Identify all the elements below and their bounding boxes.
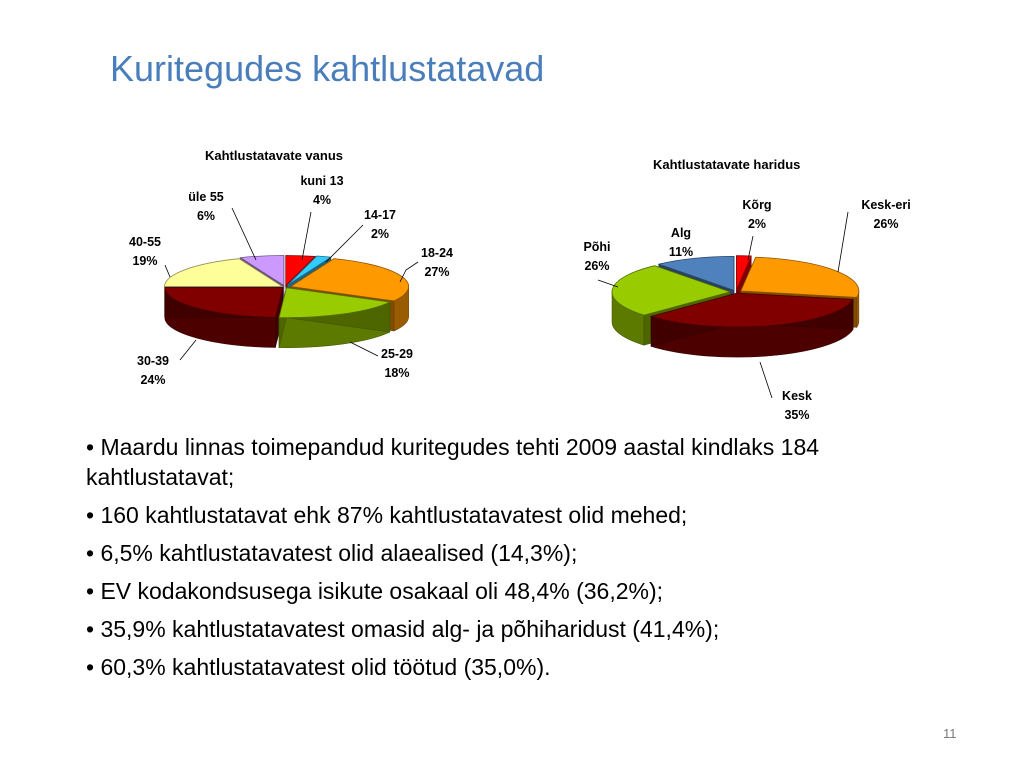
slice-percent-18-24: 27%	[424, 265, 450, 279]
slice-label-kesk-eri: Kesk-eri	[861, 198, 911, 212]
slice-percent-alg: 11%	[668, 245, 694, 259]
slice-percent-30-39: 24%	[140, 373, 166, 387]
slice-percent-kesk-eri: 26%	[873, 217, 899, 231]
bullet-item: • 60,3% kahtlustatavatest olid töötud (35,0%).	[86, 654, 551, 680]
education-chart-title: Kahtlustatavate haridus	[653, 157, 801, 172]
slice-percent-kesk: 35%	[784, 408, 810, 422]
slice-percent-korg: 2%	[747, 217, 767, 231]
leader-line-kesk	[760, 362, 772, 398]
education-pie-chart	[583, 198, 910, 422]
slide-title: Kuritegudes kahtlustatavad	[110, 48, 545, 89]
leader-line-25-29	[350, 342, 378, 356]
slice-label-25-29: 25-29	[381, 347, 413, 361]
leader-line-ule-55	[232, 208, 256, 260]
bullet-item: • EV kodakondsusega isikute osakaal oli 48,4% (36,2%);	[86, 578, 663, 604]
slice-percent-pohi: 26%	[584, 259, 610, 273]
pie-slice-kesk-eri	[741, 257, 859, 297]
slice-label-40-55: 40-55	[129, 235, 161, 249]
slice-percent-14-17: 2%	[370, 227, 390, 241]
bullet-list	[86, 432, 966, 690]
leader-line-14-17	[326, 225, 363, 262]
slice-label-kuni-13: kuni 13	[300, 174, 344, 188]
leader-line-kesk-eri	[838, 212, 848, 272]
bullet-item: • Maardu linnas toimepandud kuritegudes tehti 2009 aastal kindlaks 184 kahtlustatavat;	[86, 434, 820, 490]
bullet-item: • 6,5% kahtlustatavatest olid alaealised (14,3%);	[86, 540, 578, 566]
page-number: 11	[943, 726, 957, 741]
slice-percent-25-29: 18%	[384, 366, 410, 380]
slice-label-14-17: 14-17	[364, 208, 396, 222]
leader-line-kuni-13	[302, 212, 311, 260]
age-chart-title: Kahtlustatavate vanus	[205, 148, 343, 163]
slice-percent-ule-55: 6%	[196, 209, 216, 223]
slice-label-30-39: 30-39	[137, 354, 169, 368]
bullet-item: • 160 kahtlustatavat ehk 87% kahtlustatavatest olid mehed;	[86, 502, 688, 528]
bullet-item: • 35,9% kahtlustatavatest omasid alg- ja põhiharidust (41,4%);	[86, 616, 720, 642]
slice-label-alg: Alg	[670, 226, 692, 240]
slice-label-kesk: Kesk	[782, 389, 812, 403]
slice-label-pohi: Põhi	[583, 240, 611, 254]
slice-label-18-24: 18-24	[421, 246, 453, 260]
leader-line-40-55	[165, 265, 170, 277]
slice-label-korg: Kõrg	[742, 198, 772, 212]
leader-line-30-39	[180, 340, 196, 360]
slice-percent-40-55: 19%	[132, 254, 158, 268]
slice-label-ule-55: üle 55	[188, 190, 224, 204]
slice-percent-kuni-13: 4%	[312, 193, 332, 207]
age-pie-chart	[129, 174, 453, 387]
